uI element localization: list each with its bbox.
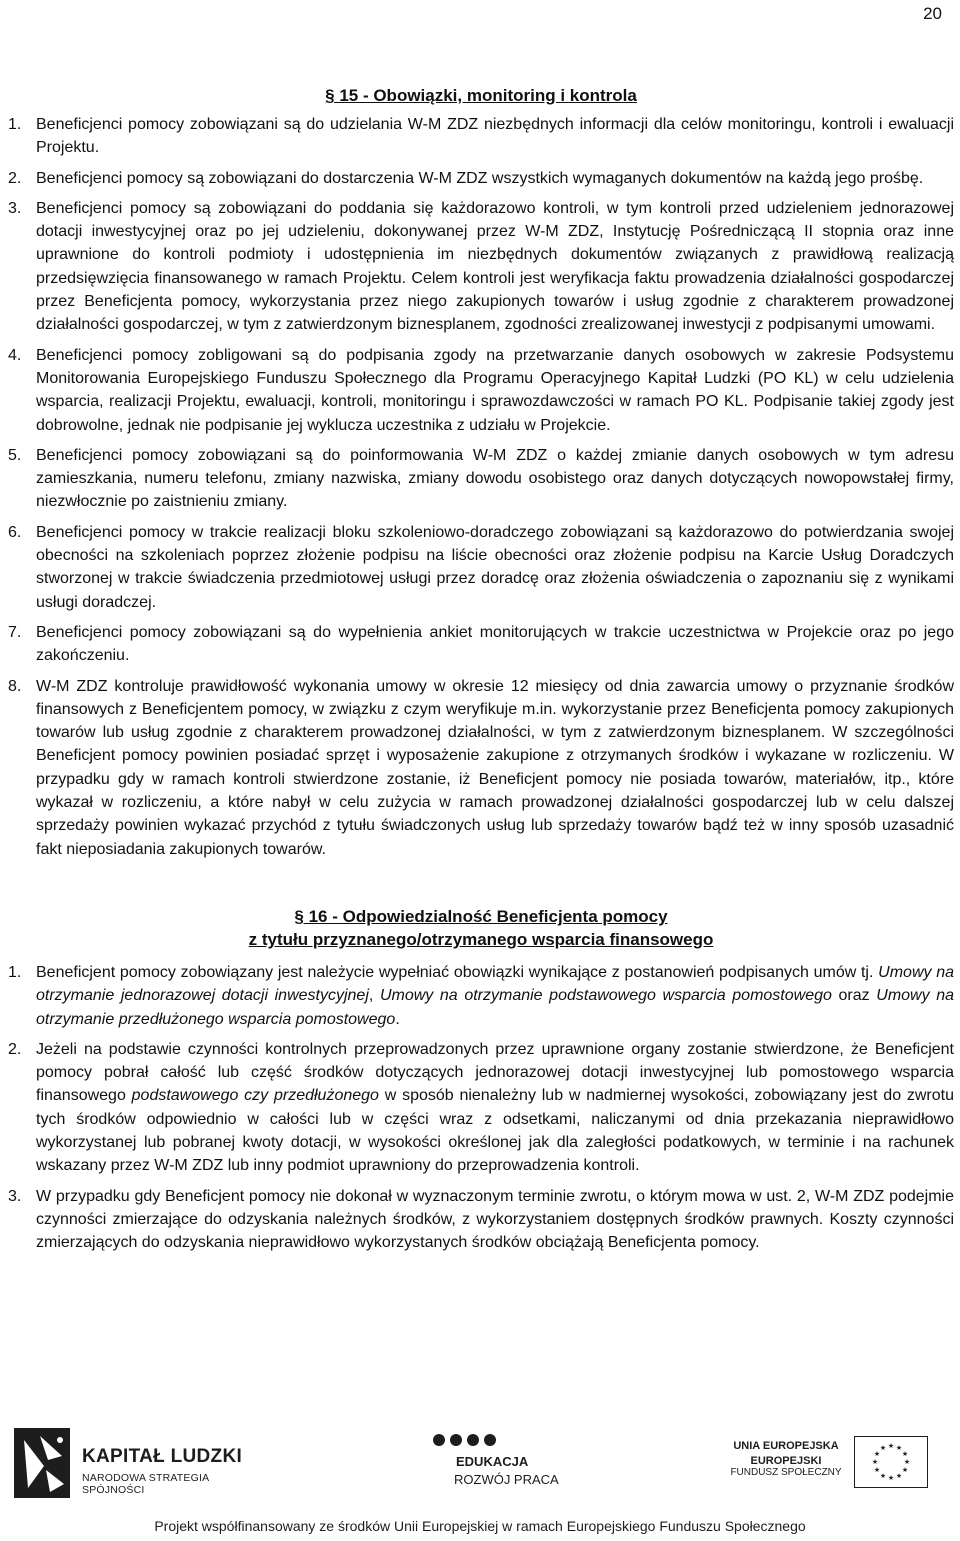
- svg-text:★: ★: [879, 1472, 887, 1480]
- list-item-text: W przypadku gdy Beneficjent pomocy nie dokonał w wyznaczonym terminie zwrotu, o którym mowa w ust. 2, W-M ZDZ podejmie czynności zmierzające do odzyskania należnych środków, z wykorzystaniem dostępnych środków prawnych. Koszty czynności zmierzających do odzyskania nieprawidłowo wykorzystanych środków obciążają Beneficjenta pomocy.: [36, 1187, 954, 1252]
- list-item-text: W-M ZDZ kontroluje prawidłowość wykonania umowy w okresie 12 miesięcy od dnia zawarcia umowy o przyznanie środków finansowych z Beneficjentem pomocy, w związku z czym weryfikuje m.in. wykorzystanie przez Beneficjenta pomocy zakupionych towarów lub usług zgodnie z charakterem prowadzonej działalności, w tym z zatwierdzonym biznesplanem. W szczególności Beneficjent pomocy powinien posiadać sprzęt i wyposażenie zakupione z otrzymanych środków i wykazane w rozliczeniu. W przypadku gdy w ramach kontroli stwierdzone zostanie, iż Beneficjent pomocy nie posiada towarów, materiałów, itp., które wykazał w rozliczeniu, a które nabył w celu zużycia w ramach prowadzonej działalności gospodarczej lub w celu dalszej sprzedaży powinien wykazać przychód z tytułu świadczonych usług lub sprzedaży towarów bądź też w inny sposób uzasadnić fakt nieposiadania zakupionych towarów.: [36, 677, 954, 858]
- list-item: 3. W przypadku gdy Beneficjent pomocy nie dokonał w wyznaczonym terminie zwrotu, o którym mowa w ust. 2, W-M ZDZ podejmie czynności zmierzające do odzyskania należnych środków, z wykorzystaniem dostępnych środków prawnych. Koszty czynności zmierzających do odzyskania nieprawidłowo wykorzystanych środków obciążają Beneficjenta pomocy.: [8, 1187, 954, 1252]
- list-item-text: Beneficjenci pomocy w trakcie realizacji bloku szkoleniowo-doradczego zobowiązani są każdorazowo do potwierdzania swojej obecności na szkoleniach poprzez złożenie podpisu na liście obecności oraz złożenie podpisu na Karcie Usług Doradczych stworzonej w trakcie świadczenia przedmiotowej usługi przez doradcę oraz złożenia oświadczenia o zapoznaniu się z wynikami usługi doradczej.: [36, 523, 954, 611]
- list-item: 5. Beneficjenci pomocy zobowiązani są do poinformowania W-M ZDZ o każdej zmianie danych osobowych w tym adresu zamieszkania, numeru telefonu, zmiany nazwiska, zmiany dowodu osobistego oraz danych dotyczących nowopowstałej firmy, niezwłocznie po zaistnieniu zmiany.: [8, 446, 954, 511]
- section-15-title: § 15 - Obowiązki, monitoring i kontrola: [325, 86, 637, 105]
- eu-line3: FUNDUSZ SPOŁECZNY: [730, 1467, 842, 1478]
- dots-icon: [432, 1432, 512, 1448]
- page-number: 20: [923, 4, 942, 23]
- svg-text:★: ★: [895, 1444, 903, 1452]
- list-item-text: Beneficjenci pomocy zobowiązani są do poinformowania W-M ZDZ o każdej zmianie danych osobowych w tym adresu zamieszkania, numeru telefonu, zmiany nazwiska, zmiany dowodu osobistego oraz danych dotyczących nowopowstałej firmy, niezwłocznie po zaistnieniu zmiany.: [36, 446, 954, 511]
- kapital-ludzki-mark-icon: [10, 1426, 74, 1500]
- list-item: 3. Beneficjenci pomocy są zobowiązani do poddania się każdorazowo kontroli, w tym kontroli przed udzieleniem jednorazowej dotacji inwestycyjnej oraz po jej udzieleniu, dokonywanej przez W-M ZDZ, Instytucję Pośredniczącą II stopnia oraz inne uprawnione do kontroli podmioty i udostępnienia im niezbędnych dokumentów związanych z prawidłową realizacją przedsięwzięcia finansowanego w ramach Projektu. Celem kontroli jest weryfikacja faktu prowadzenia działalności gospodarczej przez Beneficjenta pomocy, wykorzystania przez niego zakupionych towarów i usług zgodnie z charakterem prowadzonej działalności gospodarczej, w tym z zatwierdzonym biznesplanem, zgodności zrealizowanej inwestycji z podpisanymi umowami.: [8, 199, 954, 334]
- list-item: 2. Jeżeli na podstawie czynności kontrolnych przeprowadzonych przez uprawnione organy zostanie stwierdzone, że Beneficjent pomocy pobrał całość lub część środków dotyczących jednorazowej dotacji inwestycyjnej lub pomostowego wsparcia finansowego podstawowego czy przedłużonego w sposób nienależny lub w nadmiernej wysokości, zobowiązany jest do zwrotu tych środków odpowiednio w całości lub w części wraz z odsetkami, naliczanymi od dnia przekazania nieprawidłowo wykorzystanej lub pobranej kwoty dotacji, w wysokości określonej jak dla zaległości podatkowych, w terminie i na rachunek wskazany przez W-M ZDZ lub inny podmiot uprawniony do przeprowadzenia kontroli.: [8, 1040, 954, 1175]
- list-item-text: Beneficjenci pomocy są zobowiązani do poddania się każdorazowo kontroli, w tym kontroli przed udzieleniem jednorazowej dotacji inwestycyjnej oraz po jej udzieleniu, dokonywanej przez W-M ZDZ, Instytucję Pośredniczącą II stopnia oraz inne uprawnione do kontroli podmioty i udostępnienia im niezbędnych dokumentów związanych z prawidłową realizacją przedsięwzięcia finansowanego w ramach Projektu. Celem kontroli jest weryfikacja faktu prowadzenia działalności gospodarczej przez Beneficjenta pomocy, wykorzystania przez niego zakupionych towarów i usług zgodnie z charakterem prowadzonej działalności gospodarczej, w tym z zatwierdzonym biznesplanem, zgodności zrealizowanej inwestycji z podpisanymi umowami.: [36, 199, 954, 334]
- svg-text:★: ★: [873, 1450, 881, 1458]
- section-15-list: [8, 113, 954, 861]
- edukacja-logo: [420, 1432, 600, 1492]
- list-item: 7. Beneficjenci pomocy zobowiązani są do wypełnienia ankiet monitorujących w trakcie uczestnictwa w Projekcie oraz po jego zakończeniu.: [8, 623, 954, 665]
- svg-text:★: ★: [901, 1450, 909, 1458]
- eu-flag-icon: [854, 1436, 928, 1488]
- section-16-title-line1: § 16 - Odpowiedzialność Beneficjenta pomocy: [294, 906, 668, 926]
- svg-text:★: ★: [873, 1466, 881, 1474]
- list-item-text: Beneficjenci pomocy są zobowiązani do dostarczenia W-M ZDZ wszystkich wymaganych dokumentów na każdą jego prośbę.: [36, 169, 924, 187]
- list-item-text: Beneficjenci pomocy zobowiązani są do udzielania W-M ZDZ niezbędnych informacji dla celów monitoringu, kontroli i ewaluacji Projektu.: [36, 116, 954, 157]
- eu-line2: EUROPEJSKI: [750, 1455, 822, 1467]
- svg-text:★: ★: [901, 1466, 909, 1474]
- section-16-title-line2: z tytułu przyznanego/otrzymanego wsparcia finansowego: [248, 929, 714, 949]
- cofinancing-note: Projekt współfinansowany ze środków Unii Europejskiej w ramach Europejskiego Funduszu Społecznego: [154, 1518, 806, 1534]
- kapital-ludzki-logo: [10, 1426, 260, 1500]
- eu-stars-icon: [855, 1437, 927, 1487]
- section-16-title: [8, 905, 954, 951]
- svg-text:★: ★: [879, 1444, 887, 1452]
- svg-text:★: ★: [871, 1458, 879, 1466]
- footer: [0, 1420, 960, 1541]
- eu-line1: UNIA EUROPEJSKA: [733, 1440, 839, 1452]
- kapital-ludzki-name: KAPITAŁ LUDZKI: [82, 1446, 243, 1467]
- list-item: 2. Beneficjenci pomocy są zobowiązani do dostarczenia W-M ZDZ wszystkich wymaganych dokumentów na każdą jego prośbę.: [8, 169, 924, 187]
- list-item-text: Beneficjenci pomocy zobowiązani są do wypełnienia ankiet monitorujących w trakcie uczestnictwa w Projekcie oraz po jego zakończeniu.: [36, 623, 954, 665]
- eu-text: [728, 1440, 844, 1478]
- kapital-ludzki-subtitle: NARODOWA STRATEGIA SPÓJNOŚCI: [82, 1472, 209, 1496]
- list-item: 1. Beneficjenci pomocy zobowiązani są do udzielania W-M ZDZ niezbędnych informacji dla celów monitoringu, kontroli i ewaluacji Projektu.: [8, 116, 954, 157]
- svg-text:★: ★: [903, 1458, 911, 1466]
- list-item-text: Beneficjenci pomocy zobligowani są do podpisania zgody na przetwarzanie danych osobowych w zakresie Podsystemu Monitorowania Europejskiego Funduszu Społecznego dla Programu Operacyjnego Kapitał Ludzki (PO KL) w celu udzielenia wsparcia, realizacji Projektu, ewaluacji, kontroli, monitoringu i sprawozdawczości w ramach PO KL. Podpisanie takiej zgody jest dobrowolne, jednak nie podpisanie jej wyklucza uczestnika z udziału w Projekcie.: [36, 346, 954, 434]
- svg-text:★: ★: [887, 1474, 895, 1482]
- svg-text:★: ★: [887, 1442, 895, 1450]
- list-item: 8. W-M ZDZ kontroluje prawidłowość wykonania umowy w okresie 12 miesięcy od dnia zawarcia umowy o przyznanie środków finansowych z Beneficjentem pomocy, w związku z czym weryfikuje m.in. wykorzystanie przez Beneficjenta pomocy zakupionych towarów lub usług zgodnie z charakterem prowadzonej działalności, w tym z zatwierdzonym biznesplanem. W szczególności Beneficjent pomocy powinien posiadać sprzęt i wyposażenie zakupione z otrzymanych środków i wykazane w rozliczeniu. W przypadku gdy w ramach kontroli stwierdzone zostanie, iż Beneficjent pomocy nie posiada towarów, materiałów, itp., które wykazał w rozliczeniu, a które nabył w celu zużycia w ramach prowadzonej działalności gospodarczej lub w celu dalszej sprzedaży powinien wykazać przychód z tytułu świadczonych usług lub sprzedaży towarów bądź też w inny sposób uzasadnić fakt nieposiadania zakupionych towarów.: [8, 677, 954, 858]
- section-16-list: [8, 961, 954, 1255]
- edukacja-label: EDUKACJA: [456, 1454, 529, 1469]
- list-item: 1. Beneficjent pomocy zobowiązany jest należycie wypełniać obowiązki wynikające z postanowień podpisanych umów tj. Umowy na otrzymanie jednorazowej dotacji inwestycyjnej, Umowy na otrzymanie podstawowego wsparcia pomostowego oraz Umowy na otrzymanie przedłużonego wsparcia pomostowego.: [8, 963, 955, 1028]
- list-item: 4. Beneficjenci pomocy zobligowani są do podpisania zgody na przetwarzanie danych osobowych w zakresie Podsystemu Monitorowania Europejskiego Funduszu Społecznego dla Programu Operacyjnego Kapitał Ludzki (PO KL) w celu udzielenia wsparcia, realizacji Projektu, ewaluacji, kontroli, monitoringu i sprawozdawczości w ramach PO KL. Podpisanie takiej zgody jest dobrowolne, jednak nie podpisanie jej wyklucza uczestnika z udziału w Projekcie.: [8, 346, 954, 434]
- svg-text:★: ★: [895, 1472, 903, 1480]
- rozwoj-praca-label: ROZWÓJ PRACA: [454, 1472, 559, 1487]
- document-body: [8, 84, 954, 1261]
- list-item: 6. Beneficjenci pomocy w trakcie realizacji bloku szkoleniowo-doradczego zobowiązani są każdorazowo do potwierdzania swojej obecności na szkoleniach poprzez złożenie podpisu na liście obecności oraz złożenie podpisu na Karcie Usług Doradczych stworzonej w trakcie świadczenia przedmiotowej usługi przez doradcę oraz złożenia oświadczenia o zapoznaniu się z wynikami usługi doradczej.: [8, 523, 954, 611]
- eu-logo: [728, 1436, 953, 1496]
